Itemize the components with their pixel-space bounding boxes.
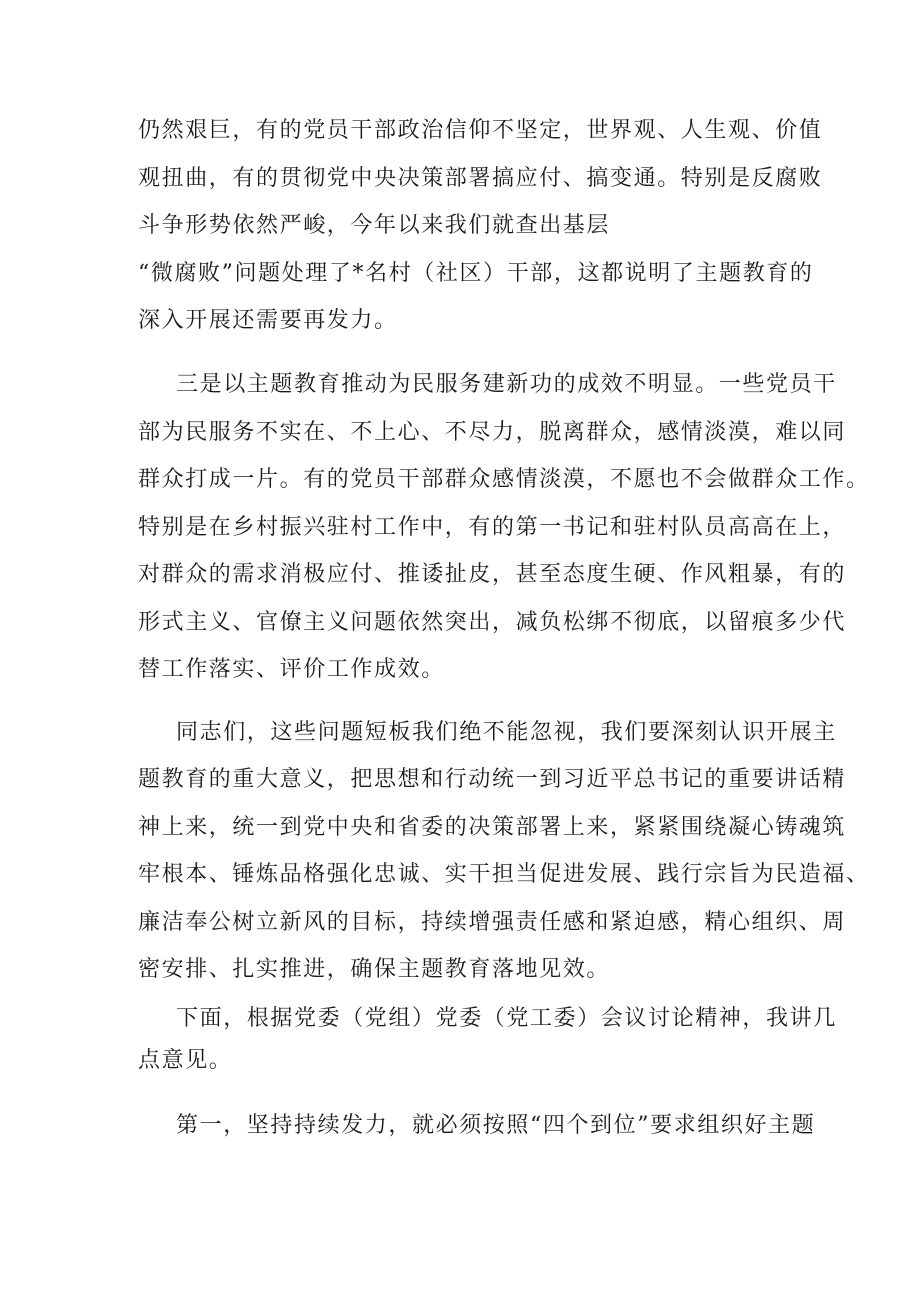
text-line: 三是以主题教育推动为民服务建新功的成效不明显。一些党员干 xyxy=(176,372,837,397)
text-line: 特别是在乡村振兴驻村工作中，有的第一书记和驻村队员高高在上， xyxy=(138,515,847,540)
text-line: 牢根本、锤炼品格强化忠诚、实干担当促进发展、践行宗旨为民造福、 xyxy=(138,862,870,887)
text-line: 群众打成一片。有的党员干部群众感情淡漠，不愿也不会做群众工作。 xyxy=(138,467,870,492)
text-line: 形式主义、官僚主义问题依然突出，减负松绑不彻底，以留痕多少代 xyxy=(138,610,847,635)
text-line: 观扭曲，有的贯彻党中央决策部署搞应付、搞变通。特别是反腐败 xyxy=(138,166,823,191)
text-line: 密安排、扎实推进，确保主题教育落地见效。 xyxy=(138,957,611,982)
text-line: “微腐败”问题处理了*名村（社区）干部，这都说明了主题教育的 xyxy=(138,261,814,286)
text-line: 深入开展还需要再发力。 xyxy=(138,308,398,333)
text-line: 斗争形势依然严峻，今年以来我们就查出基层 xyxy=(138,213,611,238)
text-line: 点意见。 xyxy=(138,1048,233,1073)
text-line: 仍然艰巨，有的党员干部政治信仰不坚定，世界观、人生观、价值 xyxy=(138,118,823,143)
text-line: 替工作落实、评价工作成效。 xyxy=(138,657,445,682)
text-line: 廉洁奉公树立新风的目标，持续增强责任感和紧迫感，精心组织、周 xyxy=(138,910,847,935)
text-line: 对群众的需求消极应付、推诿扯皮，甚至态度生硬、作风粗暴，有的 xyxy=(138,562,847,587)
text-line: 神上来，统一到党中央和省委的决策部署上来，紧紧围绕凝心铸魂筑 xyxy=(138,815,847,840)
text-line: 下面，根据党委（党组）党委（党工委）会议讨论精神，我讲几 xyxy=(176,1006,837,1031)
text-line: 题教育的重大意义，把思想和行动统一到习近平总书记的重要讲话精 xyxy=(138,767,847,792)
text-line: 同志们，这些问题短板我们绝不能忽视，我们要深刻认识开展主 xyxy=(176,720,837,745)
text-line: 第一，坚持持续发力，就必须按照“四个到位”要求组织好主题 xyxy=(176,1113,816,1138)
text-line: 部为民服务不实在、不上心、不尽力，脱离群众，感情淡漠，难以同 xyxy=(138,420,847,445)
